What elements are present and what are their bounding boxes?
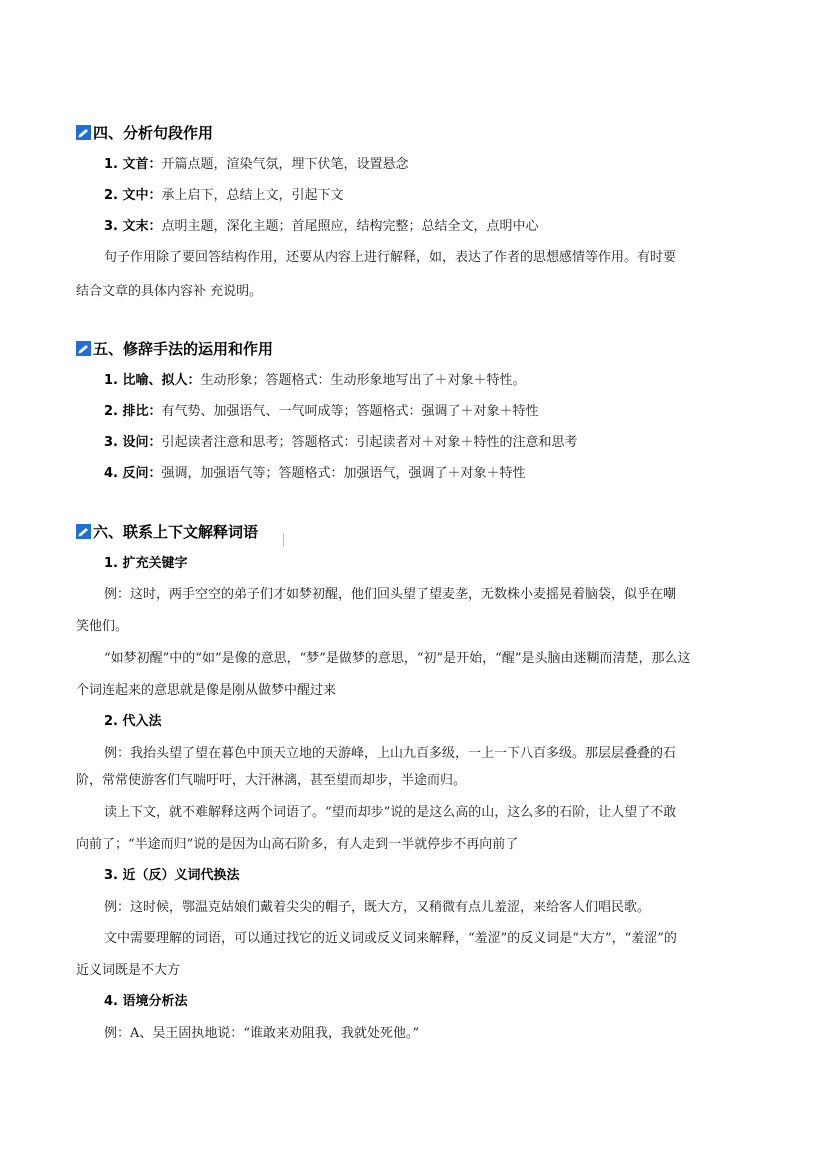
item-text: 生动形象；答题格式：生动形象地写出了＋对象＋特性。 xyxy=(200,373,526,388)
paragraph-line: 文中需要理解的词语，可以通过找它的近义词或反义词来解释，“羞涩”的反义词是“大方”，“羞涩”的 xyxy=(104,931,677,946)
item-text: 点明主题，深化主题；首尾照应，结构完整；总结全文，点明中心 xyxy=(161,219,539,234)
item-key: 1. 比喻、拟人： xyxy=(104,373,201,388)
section-title-text: 五、修辞手法的运用和作用 xyxy=(93,339,274,358)
section-title xyxy=(76,521,258,541)
item-text: 强调，加强语气等；答题格式：加强语气，强调了＋对象＋特性 xyxy=(161,466,526,481)
paragraph-line: 向前了；“半途而归”说的是因为山高石阶多，有人走到一半就停步不再向前了 xyxy=(76,837,519,852)
item-text: 承上启下，总结上文，引起下文 xyxy=(161,188,344,203)
list-item xyxy=(104,218,539,236)
item-key: 3. 文末： xyxy=(104,219,162,234)
list-item xyxy=(104,372,526,390)
paragraph-line: 近义词既是不大方 xyxy=(76,963,181,978)
paragraph-line: “如梦初醒”中的“如”是像的意思，“梦”是做梦的意思，“初”是开始，“醒”是头脑由迷糊而清楚，那么这 xyxy=(104,651,691,666)
pen-icon xyxy=(76,341,91,356)
list-item xyxy=(104,403,539,421)
paragraph-line: 读上下文，就不难解释这两个词语了。“望而却步”说的是这么高的山，这么多的石阶，让人望了不敢 xyxy=(104,805,677,820)
paragraph-line: 例：这时候，鄂温克姑娘们戴着尖尖的帽子，既大方，又稍微有点儿羞涩，来给客人们唱民歌。 xyxy=(104,900,651,915)
item-key: 2. 排比： xyxy=(104,404,162,419)
list-item xyxy=(104,465,526,483)
section-title xyxy=(76,338,273,358)
item-text: 有气势、加强语气、一气呵成等；答题格式：强调了＋对象＋特性 xyxy=(161,404,539,419)
item-text: 开篇点题，渲染气氛，埋下伏笔，设置悬念 xyxy=(161,157,409,172)
paragraph-line: 笑他们。 xyxy=(76,619,129,634)
subheading: 2. 代入法 xyxy=(104,714,162,729)
item-key: 1. 文首： xyxy=(104,157,162,172)
item-key: 4. 反问： xyxy=(104,466,162,481)
item-key: 2. 文中： xyxy=(104,188,162,203)
section-title xyxy=(76,122,213,142)
paragraph-line: 例：A、吴王固执地说：“谁敢来劝阻我，我就处死他。” xyxy=(104,1026,420,1041)
text-cursor xyxy=(283,533,284,547)
paragraph-line: 例：这时，两手空空的弟子们才如梦初醒，他们回头望了望麦垄，无数株小麦摇晃着脑袋，似乎在嘲 xyxy=(104,587,677,602)
item-key: 3. 设问： xyxy=(104,435,162,450)
subheading: 3. 近（反）义词代换法 xyxy=(104,868,240,883)
paragraph-line: 句子作用除了要回答结构作用，还要从内容上进行解释，如，表达了作者的思想感情等作用。有时要 xyxy=(104,250,677,265)
section-title-text: 六、联系上下文解释词语 xyxy=(93,522,259,541)
pen-icon xyxy=(76,125,91,140)
subheading: 1. 扩充关键字 xyxy=(104,556,188,571)
list-item xyxy=(104,434,578,452)
list-item xyxy=(104,156,409,174)
paragraph-line: 结合文章的具体内容补 充说明。 xyxy=(76,284,263,299)
paragraph-line: 个词连起来的意思就是像是刚从做梦中醒过来 xyxy=(76,683,337,698)
section-title-text: 四、分析句段作用 xyxy=(93,123,214,142)
list-item xyxy=(104,187,344,205)
paragraph-line: 阶，常常使游客们气喘吁吁，大汗淋漓，甚至望而却步，半途而归。 xyxy=(76,773,467,788)
paragraph-line: 例：我抬头望了望在暮色中顶天立地的天游峰，上山九百多级，一上一下八百多级。那层层叠叠的石 xyxy=(104,746,677,761)
subheading: 4. 语境分析法 xyxy=(104,994,188,1009)
pen-icon xyxy=(76,524,91,539)
item-text: 引起读者注意和思考；答题格式：引起读者对＋对象＋特性的注意和思考 xyxy=(161,435,578,450)
